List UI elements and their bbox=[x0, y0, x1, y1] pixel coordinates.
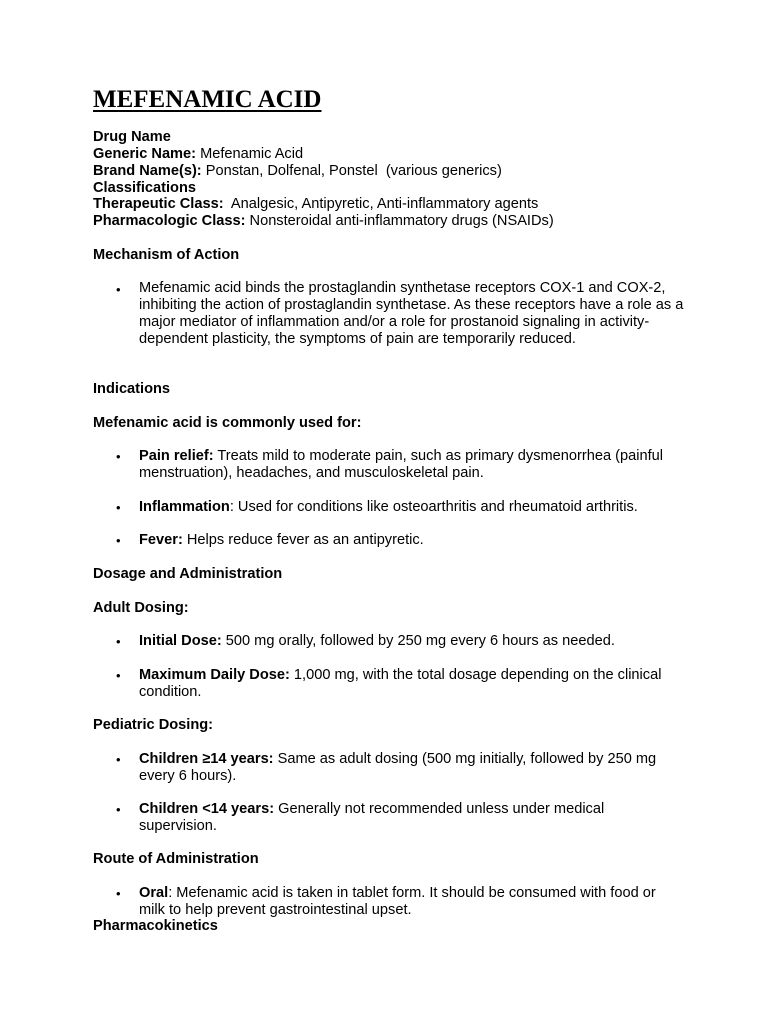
adult-dose-item-initial bbox=[139, 633, 684, 650]
route-heading: Route of Administration bbox=[93, 851, 259, 867]
dose-text: Generally not recommended unless under medical supervision. bbox=[139, 801, 605, 834]
dose-label: Children <14 years: bbox=[139, 801, 275, 817]
indications-heading: Indications bbox=[93, 381, 171, 397]
pharmacologic-class-line bbox=[93, 213, 693, 230]
generic-name-line bbox=[93, 146, 693, 163]
indication-text: : Used for conditions like osteoarthritis and rheumatoid arthritis. bbox=[229, 499, 638, 515]
classifications-heading: Classifications bbox=[93, 180, 197, 196]
generic-name-value: Mefenamic Acid bbox=[196, 146, 304, 162]
therapeutic-class-label: Therapeutic Class: bbox=[93, 196, 224, 212]
bullet-icon: • bbox=[116, 500, 121, 515]
therapeutic-class-value: Analgesic, Antipyretic, Anti-inflammatory agents bbox=[223, 196, 539, 212]
adult-dose-item-max bbox=[139, 667, 684, 701]
pediatric-dose-item-under14 bbox=[139, 801, 684, 835]
mechanism-heading: Mechanism of Action bbox=[93, 247, 240, 263]
route-item-oral bbox=[139, 885, 684, 919]
dose-label: Children ≥14 years: bbox=[139, 751, 274, 767]
route-text: : Mefenamic acid is taken in tablet form. It should be consumed with food or milk to help prevent gastrointestinal upset. bbox=[139, 885, 656, 918]
pharmacologic-class-value: Nonsteroidal anti-inflammatory drugs (NSAIDs) bbox=[245, 213, 554, 229]
bullet-icon: • bbox=[116, 802, 121, 817]
therapeutic-class-line bbox=[93, 196, 693, 213]
dose-label: Initial Dose: bbox=[139, 633, 222, 649]
dose-label: Maximum Daily Dose: bbox=[139, 667, 290, 683]
brand-name-line bbox=[93, 163, 693, 180]
pediatric-dosing-heading: Pediatric Dosing: bbox=[93, 717, 214, 733]
indication-label: Pain relief: bbox=[139, 448, 214, 464]
indication-label: Inflammation bbox=[139, 499, 230, 515]
dose-text: 500 mg orally, followed by 250 mg every 6 hours as needed. bbox=[221, 633, 615, 649]
drug-name-heading: Drug Name bbox=[93, 129, 171, 145]
indication-item-fever bbox=[139, 532, 684, 549]
indications-subheading: Mefenamic acid is commonly used for: bbox=[93, 415, 362, 431]
pharmacokinetics-heading: Pharmacokinetics bbox=[93, 918, 218, 934]
mechanism-text: Mefenamic acid binds the prostaglandin synthetase receptors COX-1 and COX-2, inhibiting the action of prostaglandin synthetase. As these receptors have a role as a major mediator of inflammation and/or a role for prostanoid signaling in activity-dependent plasticity, the symptoms of pain are temporarily reduced. bbox=[139, 280, 684, 347]
adult-dosing-heading: Adult Dosing: bbox=[93, 600, 189, 616]
indication-item-inflammation bbox=[139, 499, 684, 516]
route-label: Oral bbox=[139, 885, 169, 901]
dose-text: 1,000 mg, with the total dosage depending on the clinical condition. bbox=[139, 667, 662, 700]
bullet-icon: • bbox=[116, 282, 121, 297]
document-title: MEFENAMIC ACID bbox=[93, 86, 322, 113]
bullet-icon: • bbox=[116, 449, 121, 464]
bullet-icon: • bbox=[116, 886, 121, 901]
dose-text: Same as adult dosing (500 mg initially, followed by 250 mg every 6 hours). bbox=[139, 751, 657, 784]
indication-text: Treats mild to moderate pain, such as primary dysmenorrhea (painful menstruation), headaches, and musculoskeletal pain. bbox=[139, 448, 663, 481]
bullet-icon: • bbox=[116, 533, 121, 548]
pediatric-dose-item-over14 bbox=[139, 751, 684, 785]
brand-name-label: Brand Name(s): bbox=[93, 163, 202, 179]
brand-name-value: Ponstan, Dolfenal, Ponstel (various generics) bbox=[201, 163, 502, 179]
indication-text: Helps reduce fever as an antipyretic. bbox=[182, 532, 424, 548]
generic-name-label: Generic Name: bbox=[93, 146, 197, 162]
indication-label: Fever: bbox=[139, 532, 183, 548]
dosage-heading: Dosage and Administration bbox=[93, 566, 283, 582]
bullet-icon: • bbox=[116, 668, 121, 683]
indication-item-pain bbox=[139, 448, 684, 482]
bullet-icon: • bbox=[116, 752, 121, 767]
bullet-icon: • bbox=[116, 634, 121, 649]
pharmacologic-class-label: Pharmacologic Class: bbox=[93, 213, 246, 229]
